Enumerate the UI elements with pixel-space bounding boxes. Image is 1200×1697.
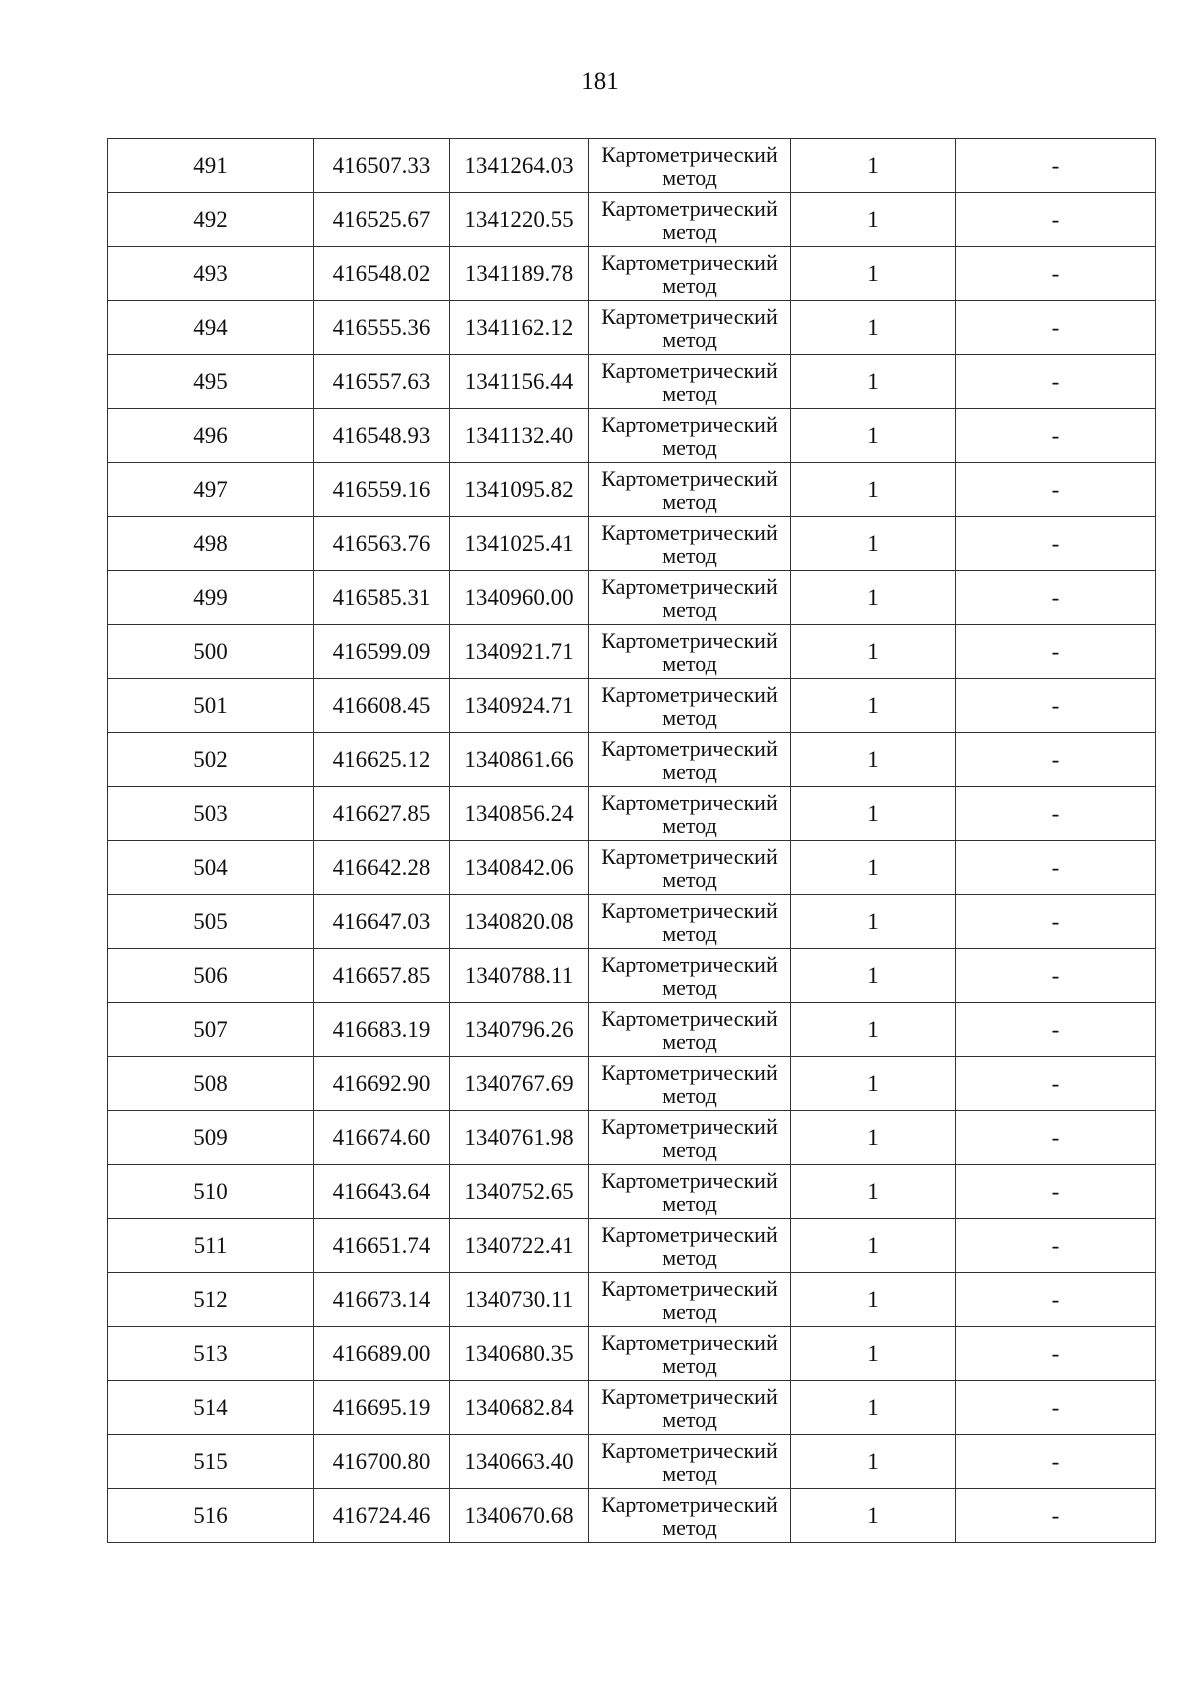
accuracy-cell: 1	[791, 463, 956, 517]
method-text-line2: метод	[662, 542, 717, 568]
method-cell	[589, 247, 791, 301]
y-coordinate-cell: 1341156.44	[450, 355, 589, 409]
note-cell: -	[956, 1381, 1156, 1435]
accuracy-cell: 1	[791, 517, 956, 571]
method-cell	[589, 463, 791, 517]
table-row	[108, 733, 1156, 787]
y-coordinate-cell: 1340820.08	[450, 895, 589, 949]
method-cell	[589, 679, 791, 733]
note-cell: -	[956, 625, 1156, 679]
note-cell: -	[956, 1165, 1156, 1219]
table-row	[108, 463, 1156, 517]
point-number-cell: 510	[108, 1165, 314, 1219]
note-cell: -	[956, 247, 1156, 301]
y-coordinate-cell: 1341025.41	[450, 517, 589, 571]
y-coordinate-cell: 1341095.82	[450, 463, 589, 517]
x-coordinate-cell: 416548.02	[314, 247, 450, 301]
point-number-cell: 515	[108, 1435, 314, 1489]
table-row	[108, 517, 1156, 571]
y-coordinate-cell: 1340861.66	[450, 733, 589, 787]
x-coordinate-cell: 416643.64	[314, 1165, 450, 1219]
table-row	[108, 787, 1156, 841]
x-coordinate-cell: 416625.12	[314, 733, 450, 787]
table-row	[108, 247, 1156, 301]
accuracy-cell: 1	[791, 1111, 956, 1165]
method-text-line2: метод	[662, 758, 717, 784]
page-number: 181	[581, 68, 619, 95]
table-row	[108, 1435, 1156, 1489]
note-cell: -	[956, 787, 1156, 841]
method-text-line2: метод	[662, 164, 717, 190]
table-row	[108, 679, 1156, 733]
note-cell: -	[956, 949, 1156, 1003]
accuracy-cell: 1	[791, 247, 956, 301]
note-cell: -	[956, 463, 1156, 517]
point-number-cell: 506	[108, 949, 314, 1003]
x-coordinate-cell: 416557.63	[314, 355, 450, 409]
method-cell	[589, 1489, 791, 1543]
coordinates-table	[107, 138, 1156, 1543]
note-cell: -	[956, 1435, 1156, 1489]
accuracy-cell: 1	[791, 1489, 956, 1543]
accuracy-cell: 1	[791, 355, 956, 409]
x-coordinate-cell: 416563.76	[314, 517, 450, 571]
method-cell	[589, 787, 791, 841]
point-number-cell: 509	[108, 1111, 314, 1165]
table-row	[108, 301, 1156, 355]
y-coordinate-cell: 1340730.11	[450, 1273, 589, 1327]
table-row	[108, 1057, 1156, 1111]
point-number-cell: 507	[108, 1003, 314, 1057]
table-row	[108, 1111, 1156, 1165]
method-text-line2: метод	[662, 272, 717, 298]
accuracy-cell: 1	[791, 949, 956, 1003]
method-cell	[589, 1219, 791, 1273]
method-text-line1: Картометрический	[601, 789, 778, 815]
accuracy-cell: 1	[791, 733, 956, 787]
y-coordinate-cell: 1341162.12	[450, 301, 589, 355]
method-text-line2: метод	[662, 974, 717, 1000]
point-number-cell: 496	[108, 409, 314, 463]
x-coordinate-cell: 416555.36	[314, 301, 450, 355]
method-cell	[589, 301, 791, 355]
note-cell: -	[956, 355, 1156, 409]
note-cell: -	[956, 1219, 1156, 1273]
method-text-line2: метод	[662, 596, 717, 622]
y-coordinate-cell: 1340921.71	[450, 625, 589, 679]
accuracy-cell: 1	[791, 841, 956, 895]
method-text-line1: Картометрический	[601, 1437, 778, 1463]
y-coordinate-cell: 1340752.65	[450, 1165, 589, 1219]
method-text-line1: Картометрический	[601, 411, 778, 437]
method-cell	[589, 625, 791, 679]
accuracy-cell: 1	[791, 193, 956, 247]
point-number-cell: 494	[108, 301, 314, 355]
note-cell: -	[956, 895, 1156, 949]
table-row	[108, 625, 1156, 679]
method-text-line2: метод	[662, 920, 717, 946]
table-row	[108, 841, 1156, 895]
method-text-line2: метод	[662, 434, 717, 460]
note-cell: -	[956, 1273, 1156, 1327]
point-number-cell: 504	[108, 841, 314, 895]
point-number-cell: 498	[108, 517, 314, 571]
x-coordinate-cell: 416559.16	[314, 463, 450, 517]
note-cell: -	[956, 517, 1156, 571]
method-text-line2: метод	[662, 380, 717, 406]
method-cell	[589, 949, 791, 1003]
method-text-line1: Картометрический	[601, 357, 778, 383]
method-text-line2: метод	[662, 218, 717, 244]
point-number-cell: 495	[108, 355, 314, 409]
method-text-line2: метод	[662, 1514, 717, 1540]
method-cell	[589, 139, 791, 193]
note-cell: -	[956, 733, 1156, 787]
x-coordinate-cell: 416599.09	[314, 625, 450, 679]
y-coordinate-cell: 1340796.26	[450, 1003, 589, 1057]
y-coordinate-cell: 1340663.40	[450, 1435, 589, 1489]
method-text-line1: Картометрический	[601, 627, 778, 653]
y-coordinate-cell: 1340924.71	[450, 679, 589, 733]
accuracy-cell: 1	[791, 1219, 956, 1273]
method-cell	[589, 733, 791, 787]
method-text-line1: Картометрический	[601, 249, 778, 275]
method-text-line1: Картометрический	[601, 735, 778, 761]
x-coordinate-cell: 416724.46	[314, 1489, 450, 1543]
method-text-line1: Картометрический	[601, 1329, 778, 1355]
accuracy-cell: 1	[791, 1273, 956, 1327]
point-number-cell: 514	[108, 1381, 314, 1435]
accuracy-cell: 1	[791, 301, 956, 355]
table-row	[108, 139, 1156, 193]
table-row	[108, 193, 1156, 247]
y-coordinate-cell: 1340682.84	[450, 1381, 589, 1435]
method-text-line2: метод	[662, 488, 717, 514]
point-number-cell: 505	[108, 895, 314, 949]
point-number-cell: 491	[108, 139, 314, 193]
table-row	[108, 409, 1156, 463]
y-coordinate-cell: 1340788.11	[450, 949, 589, 1003]
table-row	[108, 1327, 1156, 1381]
table-row	[108, 895, 1156, 949]
method-text-line2: метод	[662, 650, 717, 676]
y-coordinate-cell: 1341189.78	[450, 247, 589, 301]
x-coordinate-cell: 416585.31	[314, 571, 450, 625]
accuracy-cell: 1	[791, 409, 956, 463]
x-coordinate-cell: 416683.19	[314, 1003, 450, 1057]
method-text-line2: метод	[662, 704, 717, 730]
x-coordinate-cell: 416695.19	[314, 1381, 450, 1435]
method-text-line2: метод	[662, 326, 717, 352]
method-text-line1: Картометрический	[601, 951, 778, 977]
x-coordinate-cell: 416657.85	[314, 949, 450, 1003]
note-cell: -	[956, 1489, 1156, 1543]
accuracy-cell: 1	[791, 1381, 956, 1435]
accuracy-cell: 1	[791, 1435, 956, 1489]
note-cell: -	[956, 139, 1156, 193]
note-cell: -	[956, 841, 1156, 895]
accuracy-cell: 1	[791, 1003, 956, 1057]
method-text-line1: Картометрический	[601, 303, 778, 329]
point-number-cell: 512	[108, 1273, 314, 1327]
note-cell: -	[956, 1057, 1156, 1111]
point-number-cell: 497	[108, 463, 314, 517]
y-coordinate-cell: 1340767.69	[450, 1057, 589, 1111]
point-number-cell: 508	[108, 1057, 314, 1111]
y-coordinate-cell: 1340680.35	[450, 1327, 589, 1381]
y-coordinate-cell: 1341220.55	[450, 193, 589, 247]
method-cell	[589, 355, 791, 409]
accuracy-cell: 1	[791, 787, 956, 841]
table-body	[108, 139, 1156, 1543]
method-text-line1: Картометрический	[601, 519, 778, 545]
table-row	[108, 1381, 1156, 1435]
method-text-line2: метод	[662, 1244, 717, 1270]
x-coordinate-cell: 416548.93	[314, 409, 450, 463]
method-text-line1: Картометрический	[601, 573, 778, 599]
method-cell	[589, 571, 791, 625]
table-row	[108, 355, 1156, 409]
y-coordinate-cell: 1340842.06	[450, 841, 589, 895]
method-text-line2: метод	[662, 1352, 717, 1378]
point-number-cell: 493	[108, 247, 314, 301]
accuracy-cell: 1	[791, 625, 956, 679]
table-row	[108, 1273, 1156, 1327]
accuracy-cell: 1	[791, 1057, 956, 1111]
note-cell: -	[956, 1111, 1156, 1165]
method-cell	[589, 517, 791, 571]
method-text-line1: Картометрический	[601, 1005, 778, 1031]
x-coordinate-cell: 416627.85	[314, 787, 450, 841]
accuracy-cell: 1	[791, 571, 956, 625]
y-coordinate-cell: 1340761.98	[450, 1111, 589, 1165]
y-coordinate-cell: 1340670.68	[450, 1489, 589, 1543]
method-text-line1: Картометрический	[601, 681, 778, 707]
table-row	[108, 1489, 1156, 1543]
method-cell	[589, 1003, 791, 1057]
method-text-line1: Картометрический	[601, 1167, 778, 1193]
method-text-line1: Картометрический	[601, 897, 778, 923]
note-cell: -	[956, 1327, 1156, 1381]
x-coordinate-cell: 416642.28	[314, 841, 450, 895]
note-cell: -	[956, 193, 1156, 247]
x-coordinate-cell: 416507.33	[314, 139, 450, 193]
method-cell	[589, 1111, 791, 1165]
method-text-line1: Картометрический	[601, 195, 778, 221]
point-number-cell: 511	[108, 1219, 314, 1273]
point-number-cell: 500	[108, 625, 314, 679]
y-coordinate-cell: 1340856.24	[450, 787, 589, 841]
point-number-cell: 492	[108, 193, 314, 247]
method-cell	[589, 841, 791, 895]
point-number-cell: 513	[108, 1327, 314, 1381]
accuracy-cell: 1	[791, 1327, 956, 1381]
x-coordinate-cell: 416700.80	[314, 1435, 450, 1489]
note-cell: -	[956, 409, 1156, 463]
note-cell: -	[956, 679, 1156, 733]
y-coordinate-cell: 1340960.00	[450, 571, 589, 625]
note-cell: -	[956, 571, 1156, 625]
method-text-line1: Картометрический	[601, 465, 778, 491]
method-text-line1: Картометрический	[601, 141, 778, 167]
method-text-line1: Картометрический	[601, 843, 778, 869]
method-text-line2: метод	[662, 1028, 717, 1054]
y-coordinate-cell: 1341264.03	[450, 139, 589, 193]
point-number-cell: 502	[108, 733, 314, 787]
x-coordinate-cell: 416674.60	[314, 1111, 450, 1165]
table-row	[108, 1003, 1156, 1057]
method-text-line2: метод	[662, 866, 717, 892]
x-coordinate-cell: 416525.67	[314, 193, 450, 247]
method-cell	[589, 1165, 791, 1219]
method-text-line1: Картометрический	[601, 1491, 778, 1517]
method-text-line1: Картометрический	[601, 1383, 778, 1409]
table-row	[108, 571, 1156, 625]
point-number-cell: 501	[108, 679, 314, 733]
point-number-cell: 503	[108, 787, 314, 841]
method-text-line2: метод	[662, 1298, 717, 1324]
method-text-line1: Картометрический	[601, 1275, 778, 1301]
method-cell	[589, 1381, 791, 1435]
y-coordinate-cell: 1341132.40	[450, 409, 589, 463]
method-text-line1: Картометрический	[601, 1113, 778, 1139]
method-cell	[589, 1435, 791, 1489]
method-text-line2: метод	[662, 1190, 717, 1216]
method-cell	[589, 895, 791, 949]
accuracy-cell: 1	[791, 679, 956, 733]
point-number-cell: 516	[108, 1489, 314, 1543]
method-text-line2: метод	[662, 1136, 717, 1162]
table-row	[108, 949, 1156, 1003]
accuracy-cell: 1	[791, 1165, 956, 1219]
method-text-line1: Картометрический	[601, 1059, 778, 1085]
x-coordinate-cell: 416673.14	[314, 1273, 450, 1327]
x-coordinate-cell: 416647.03	[314, 895, 450, 949]
method-cell	[589, 1327, 791, 1381]
x-coordinate-cell: 416692.90	[314, 1057, 450, 1111]
table-row	[108, 1165, 1156, 1219]
method-text-line1: Картометрический	[601, 1221, 778, 1247]
table-row	[108, 1219, 1156, 1273]
note-cell: -	[956, 1003, 1156, 1057]
accuracy-cell: 1	[791, 139, 956, 193]
accuracy-cell: 1	[791, 895, 956, 949]
x-coordinate-cell: 416608.45	[314, 679, 450, 733]
y-coordinate-cell: 1340722.41	[450, 1219, 589, 1273]
method-text-line2: метод	[662, 1460, 717, 1486]
note-cell: -	[956, 301, 1156, 355]
method-text-line2: метод	[662, 1406, 717, 1432]
method-text-line2: метод	[662, 1082, 717, 1108]
method-cell	[589, 1273, 791, 1327]
x-coordinate-cell: 416689.00	[314, 1327, 450, 1381]
method-cell	[589, 409, 791, 463]
method-cell	[589, 1057, 791, 1111]
x-coordinate-cell: 416651.74	[314, 1219, 450, 1273]
method-cell	[589, 193, 791, 247]
method-text-line2: метод	[662, 812, 717, 838]
point-number-cell: 499	[108, 571, 314, 625]
